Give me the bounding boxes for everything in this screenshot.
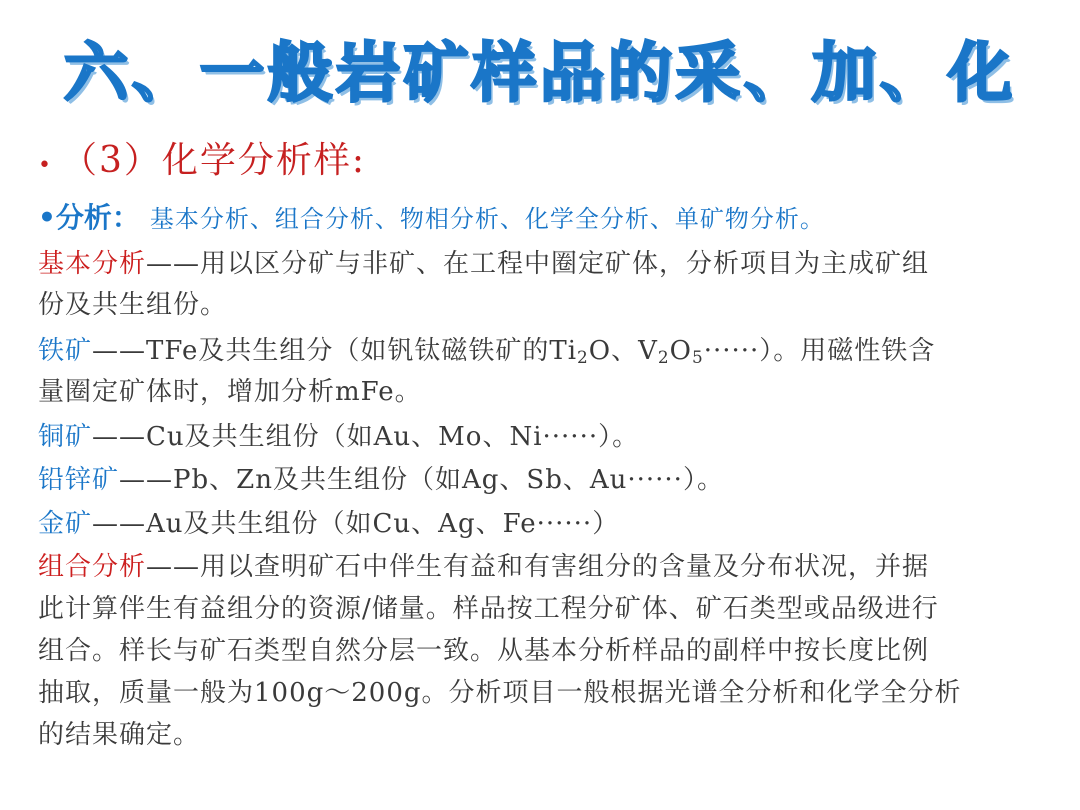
iron-ore-line-1 (38, 330, 935, 367)
iron-ore-sub-2: 2 (657, 347, 670, 368)
combo-analysis-line-1 (38, 546, 929, 583)
combo-analysis-text-1: ——用以查明矿石中伴生有益和有害组分的含量及分布状况，并据 (146, 552, 930, 582)
subheading-text: （3）化学分析样: (60, 140, 367, 181)
copper-ore-text: ——Cu及共生组份（如Au、Mo、Ni······）。 (92, 422, 640, 452)
basic-analysis-line-2: 份及共生组份。 (38, 290, 228, 320)
gold-ore-text: ——Au及共生组份（如Cu、Ag、Fe······） (92, 509, 620, 539)
basic-analysis-text-1: ——用以区分矿与非矿、在工程中圈定矿体，分析项目为主成矿组 (146, 249, 930, 279)
basic-analysis-label: 基本分析 (38, 249, 147, 279)
lead-zinc-ore-label: 铅锌矿 (38, 465, 120, 495)
iron-ore-sub-1: 2 (577, 347, 589, 368)
bullet-icon: • (38, 153, 53, 178)
combo-analysis-label: 组合分析 (38, 552, 147, 582)
lead-zinc-ore-line (38, 459, 724, 496)
gold-ore-line (38, 503, 619, 540)
iron-ore-line-2: 量圈定矿体时，增加分析mFe。 (38, 377, 422, 407)
lead-zinc-ore-text: ——Pb、Zn及共生组份（如Ag、Sb、Au······）。 (119, 465, 724, 495)
combo-analysis-line-2: 此计算伴生有益组分的资源/储量。样品按工程分矿体、矿石类型或品级进行 (38, 594, 939, 624)
iron-ore-text-b: O、V (588, 336, 658, 366)
basic-analysis-line-1 (38, 243, 929, 280)
combo-analysis-line-3: 组合。样长与矿石类型自然分层一致。从基本分析样品的副样中按长度比例 (38, 636, 930, 666)
slide-title: 六、一般岩矿样品的采、加、化 (64, 37, 1016, 111)
iron-ore-text-c: O (669, 336, 692, 366)
section-subheading (38, 132, 366, 183)
iron-ore-text-a: ——TFe及共生组分（如钒钛磁铁矿的Ti (92, 336, 578, 366)
iron-ore-label: 铁矿 (38, 336, 93, 366)
iron-ore-sub-3: 5 (691, 347, 704, 368)
gold-ore-label: 金矿 (38, 509, 93, 539)
copper-ore-label: 铜矿 (38, 422, 93, 452)
iron-ore-text-d: ······）。用磁性铁含 (703, 336, 936, 366)
analysis-list: 基本分析、组合分析、物相分析、化学全分析、单矿物分析。 (149, 205, 825, 233)
combo-analysis-line-4: 抽取，质量一般为100g～200g。分析项目一般根据光谱全分析和化学全分析 (38, 678, 962, 708)
copper-ore-line (38, 416, 639, 453)
analysis-types-line (38, 196, 825, 236)
combo-analysis-line-5: 的结果确定。 (38, 720, 201, 750)
analysis-label: •分析： (38, 201, 140, 234)
